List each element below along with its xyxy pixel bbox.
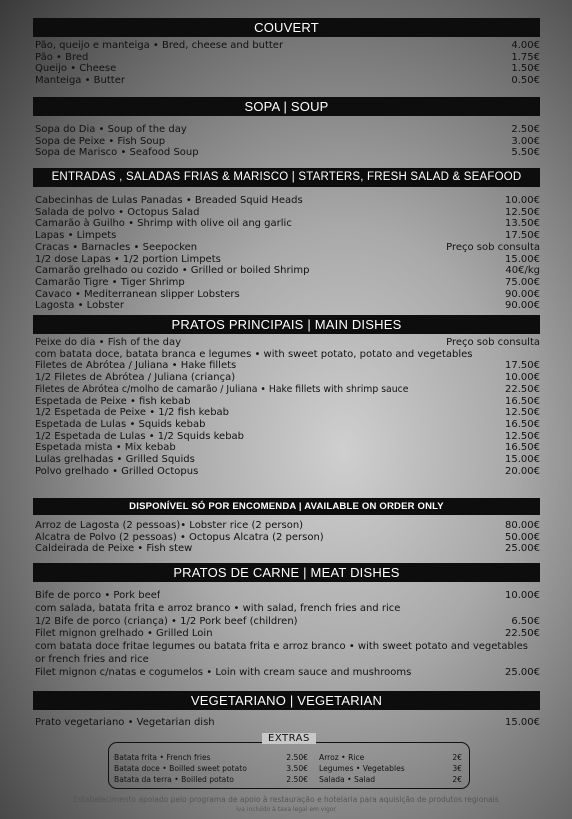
menu-item: Pão, queijo e manteiga • Bred, cheese and butter 4.00€ [35, 40, 540, 51]
starters-list [35, 195, 540, 312]
menu-item: 1/2 dose Lapas • 1/2 portion Limpets 15.00€ [35, 253, 540, 265]
meat-list [35, 590, 540, 680]
menu-item: Cabecinhas de Lulas Panadas • Breaded Squid Heads 10.00€ [35, 195, 540, 206]
starters-header: ENTRADAS , SALADAS FRIAS & MARISCO | STARTERS, FRESH SALAD & SEAFOOD [33, 168, 540, 187]
menu-item: Alcatra de Polvo (2 pessoas) • Octopus Alcatra (2 person) 50.00€ [35, 531, 540, 543]
menu-item: Sopa de Marisco • Seafood Soup 5.50€ [35, 147, 540, 159]
menu-item: Prato vegetariano • Vegetarian dish 15.00€ [35, 717, 540, 728]
menu-item: Espetada de Lulas • Squids kebab 16.50€ [35, 418, 540, 430]
extras-item: Salada • Salad 2€ [319, 775, 462, 784]
footer-note: Estabelecimento apoiado pelo programa de apoio à restauração e hotelaria para aquisição de produtos regionais [73, 795, 499, 804]
menu-item: Peixe do dia • Fish of the day Preço sob consulta [35, 337, 540, 348]
menu-item: Espetada mista • Mix kebab 16.50€ [35, 442, 540, 454]
couvert-header: COUVERT [33, 18, 540, 37]
menu-item: Filet mignon c/natas e cogumelos • Loin with cream sauce and mushrooms 25.00€ [35, 666, 540, 678]
menu-item: Filetes de Abrótea / Juliana • Hake fillets 17.50€ [35, 360, 540, 372]
extras-item: Batata da terra • Boilled potato 2.50€ [114, 775, 308, 784]
menu-item: Manteiga • Butter 0.50€ [35, 75, 540, 87]
main-dishes-header: PRATOS PRINCIPAIS | MAIN DISHES [33, 315, 540, 334]
extras-item: Arroz • Rice 2€ [319, 753, 462, 762]
vegetarian-header: VEGETARIANO | VEGETARIAN [33, 691, 540, 710]
extras-item: Batata doce • Boilled sweet potato 3.50€ [114, 764, 308, 773]
menu-item: Arroz de Lagosta (2 pessoas)• Lobster rice (2 person) 80.00€ [35, 520, 540, 531]
menu-item: Lagosta • Lobster 90.00€ [35, 300, 540, 312]
menu-item: Cavaco • Mediterranean slipper Lobsters 90.00€ [35, 288, 540, 300]
extras-right-column [319, 752, 462, 785]
menu-item: Filet mignon grelhado • Grilled Loin 22.50€ [35, 628, 540, 640]
menu-item: Queijo • Cheese 1.50€ [35, 63, 540, 75]
meat-header: PRATOS DE CARNE | MEAT DISHES [33, 563, 540, 582]
menu-item: Caldeirada de Peixe • Fish stew 25.00€ [35, 543, 540, 555]
on-order-header: DISPONÍVEL SÓ POR ENCOMENDA | AVAILABLE ON ORDER ONLY [33, 498, 540, 515]
menu-item: Lapas • Limpets 17.50€ [35, 230, 540, 242]
extras-left-column [114, 752, 308, 785]
menu-item: Camarão Tigre • Tiger Shrimp 75.00€ [35, 276, 540, 288]
menu-item: Sopa do Dia • Soup of the day 2.50€ [35, 124, 540, 135]
vegetarian-list [35, 717, 540, 729]
menu-item: Camarão grelhado ou cozido • Grilled or boiled Shrimp 40€/kg [35, 265, 540, 277]
extras-title: EXTRAS [262, 733, 316, 744]
soup-list [35, 124, 540, 159]
menu-item: 1/2 Espetada de Lulas • 1/2 Squids kebab 12.50€ [35, 430, 540, 442]
couvert-list [35, 40, 540, 87]
menu-note: com salada, batata frita e arroz branco • with salad, french fries and rice [35, 602, 401, 614]
menu-item: Camarão à Guilho • Shrimp with olive oil ang garlic 13.50€ [35, 218, 540, 230]
menu-item: 1/2 Espetada de Peixe • 1/2 fish kebab 12.50€ [35, 407, 540, 419]
extras-item: Legumes • Vegetables 3€ [319, 764, 462, 773]
footer-tax-note: iva incluído à taxa legal em vigor [236, 806, 336, 813]
menu-item: Pão • Bred 1.75€ [35, 51, 540, 63]
menu-item: 1/2 Filetes de Abrótea / Juliana (criança) 10.00€ [35, 372, 540, 384]
menu-note: com batata doce fritae legumes ou batata frita e arroz branco • with sweet potato and vegetables or french fries and rice [35, 641, 528, 665]
menu-item: 1/2 Bife de porco (criança) • 1/2 Pork beef (children) 6.50€ [35, 615, 540, 627]
extras-item: Batata frita • French fries 2.50€ [114, 753, 308, 762]
on-order-list [35, 520, 540, 555]
menu-item: Filetes de Abrótea c/molho de camarão / Juliana • Hake fillets with shrimp sauce 22.50€ [35, 383, 540, 395]
menu-item: Lulas grelhadas • Grilled Squids 15.00€ [35, 454, 540, 466]
menu-item: Cracas • Barnacles • Seepocken Preço sob consulta [35, 241, 540, 253]
soup-header: SOPA | SOUP [33, 97, 540, 116]
menu-item: Bife de porco • Pork beef 10.00€ [35, 590, 540, 601]
menu-item: Polvo grelhado • Grilled Octopus 20.00€ [35, 465, 540, 477]
menu-item: Salada de polvo • Octopus Salad 12.50€ [35, 206, 540, 218]
main-dishes-list [35, 337, 540, 477]
menu-item: Sopa de Peixe • Fish Soup 3.00€ [35, 135, 540, 147]
menu-item: Espetada de Peixe • fish kebab 16.50€ [35, 395, 540, 407]
menu-note: com batata doce, batata branca e legumes • with sweet potato, potato and vegetables [35, 348, 473, 360]
